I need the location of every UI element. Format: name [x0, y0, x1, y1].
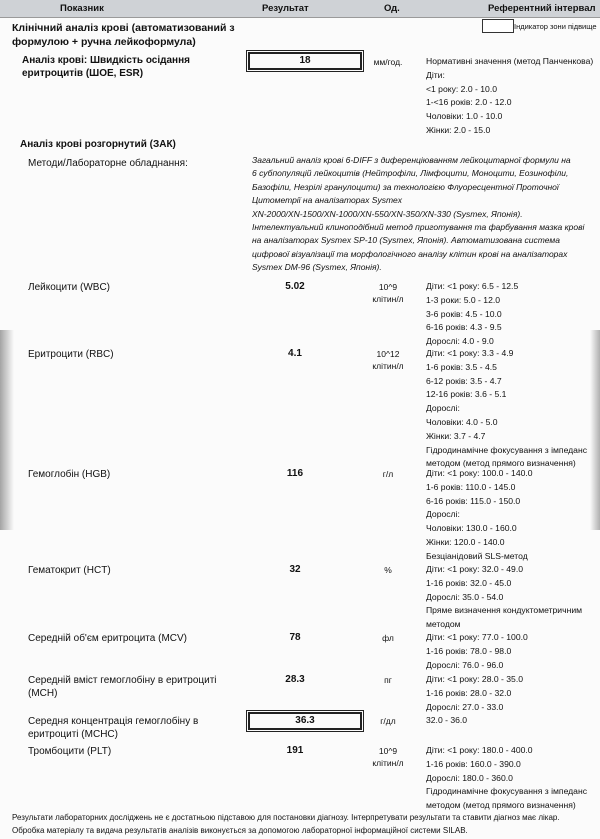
- wbc-value: 5.02: [285, 281, 305, 292]
- hct-unit: %: [384, 565, 392, 575]
- esr-unit: мм/год.: [373, 57, 403, 67]
- mchc-reference: 32.0 - 36.0: [426, 715, 468, 725]
- hgb-reference: Діти: <1 року: 100.0 - 140.0 1-6 років: 110.0 - 145.0 6-16 років: 115.0 - 150.0 Дорослі: Чоловіки: 130.0 - 160.0 Жінки: 120.0 - 140.0 Безціанідовий SLS-метод: [426, 468, 533, 561]
- hct-reference: Діти: <1 року: 32.0 - 49.0 1-16 років: 32.0 - 45.0 Дорослі: 35.0 - 54.0 Пряме визначення кондуктометричним методом: [426, 564, 583, 630]
- header-result: Результат: [262, 3, 309, 14]
- esr-value: 18: [248, 52, 362, 70]
- esr-reference: Нормативні значення (метод Панченкова) Діти: <1 року: 2.0 - 10.0 1-<16 років: 2.0 - 12.0 Чоловіки: 1.0 - 10.0 Жінки: 2.0 - 15.0: [426, 56, 594, 135]
- wbc-reference: Діти: <1 року: 6.5 - 12.5 1-3 роки: 5.0 - 12.0 3-6 років: 4.5 - 10.0 6-16 років: 4.3 - 9.5 Дорослі: 4.0 - 9.0: [426, 281, 519, 347]
- indicator-legend: Індикатор зони підвище: [514, 22, 597, 31]
- mch-unit: пг: [384, 675, 392, 685]
- plt-name: Тромбоцити (PLT): [28, 746, 112, 757]
- header-unit: Од.: [384, 3, 400, 14]
- esr-name: Аналіз крові: Швидкість осідання еритроцитів (ШОЕ, ESR): [22, 55, 190, 79]
- indicator-swatch: [482, 19, 514, 33]
- mcv-value: 78: [289, 632, 301, 643]
- hct-name: Гематокрит (HCT): [28, 565, 111, 576]
- wbc-name: Лейкоцити (WBC): [28, 282, 111, 293]
- hgb-value: 116: [286, 468, 304, 479]
- hgb-name: Гемоглобін (HGB): [28, 469, 111, 480]
- rbc-name: Еритроцити (RBC): [28, 349, 114, 360]
- hct-value: 32: [289, 564, 301, 575]
- plt-value: 191: [286, 745, 304, 756]
- mcv-reference: Діти: <1 року: 77.0 - 100.0 1-16 років: 78.0 - 98.0 Дорослі: 76.0 - 96.0: [426, 632, 528, 670]
- section-title: Клінічний аналіз крові (автоматизований з формулою + ручна лейкоформула): [12, 22, 235, 48]
- wbc-unit: 10^9 клітин/л: [372, 282, 404, 304]
- mchc-name: Середня концентрація гемоглобіну в еритроциті (MCHC): [28, 716, 199, 740]
- table-header: [0, 0, 600, 18]
- plt-unit: 10^9 клітин/л: [372, 746, 404, 768]
- cbc-title: Аналіз крові розгорнутий (ЗАК): [20, 139, 176, 150]
- rbc-value: 4.1: [288, 348, 302, 359]
- mcv-unit: фл: [382, 633, 394, 643]
- rbc-unit: 10^12 клітин/л: [372, 349, 404, 371]
- header-reference: Референтний інтервал: [488, 3, 596, 14]
- mch-name: Середній вміст гемоглобіну в еритроциті (MCH): [28, 675, 217, 699]
- plt-reference: Діти: <1 року: 180.0 - 400.0 1-16 років: 160.0 - 390.0 Дорослі: 180.0 - 360.0 Гідродинамічне фокусування з імпеданс методом (метод прямого визначення): [426, 745, 588, 811]
- footer-system-note: Обробка матеріалу та видача результатів аналізів виконується за допомогою лабораторної інформаційної системи SILAB.: [12, 826, 468, 835]
- mchc-unit: г/дл: [380, 716, 396, 726]
- methods-label: Методи/Лабораторне обладнання:: [28, 158, 188, 169]
- header-indicator: Показник: [60, 3, 104, 14]
- rbc-reference: Діти: <1 року: 3.3 - 4.9 1-6 років: 3.5 - 4.5 6-12 років: 3.5 - 4.7 12-16 років: 3.6 - 5.1 Дорослі: Чоловіки: 4.0 - 5.0 Жінки: 3.7 - 4.7 Гідродинамічне фокусування з імпеданс методом (метод прямого визначення): [426, 348, 588, 469]
- methods-text: Загальний аналіз крові 6-DIFF з диференціюванням лейкоцитарної формули на 6 субпопуляцій лейкоцитів (Нейтрофіли, Лімфоцити, Моноцити, Еозинофіли, Базофіли, Незрілі гранулоцити) за технологією Флуоресцентної Проточної Цитометрії на аналізаторах Sysmex XN-2000/XN-1500/XN-1000/XN-550/XN-350/XN-330 (Sysmex, Японія). Інтелектуальний клиноподібний метод приготування та фарбування мазка крові на аналізаторах Sysmex SP-10 (Sysmex, Японія). Автоматизована система цифрової візуалізації та морфологічного аналізу клітин крові на аналізаторах Sysmex DM-96 (Sysmex, Японія).: [252, 155, 585, 273]
- mchc-value: 36.3: [248, 712, 362, 730]
- hgb-unit: г/л: [382, 469, 394, 479]
- mcv-name: Середній об'єм еритроцита (MCV): [28, 633, 187, 644]
- scan-shadow-right: [590, 330, 600, 530]
- footer-disclaimer: Результати лабораторних досліджень не є достатньою підставою для постановки діагнозу. Інтерпретувати результати та ставити діагноз має лікар.: [12, 813, 560, 822]
- mch-value: 28.3: [285, 674, 305, 685]
- mch-reference: Діти: <1 року: 28.0 - 35.0 1-16 років: 28.0 - 32.0 Дорослі: 27.0 - 33.0: [426, 674, 524, 712]
- scan-shadow-left: [0, 330, 14, 530]
